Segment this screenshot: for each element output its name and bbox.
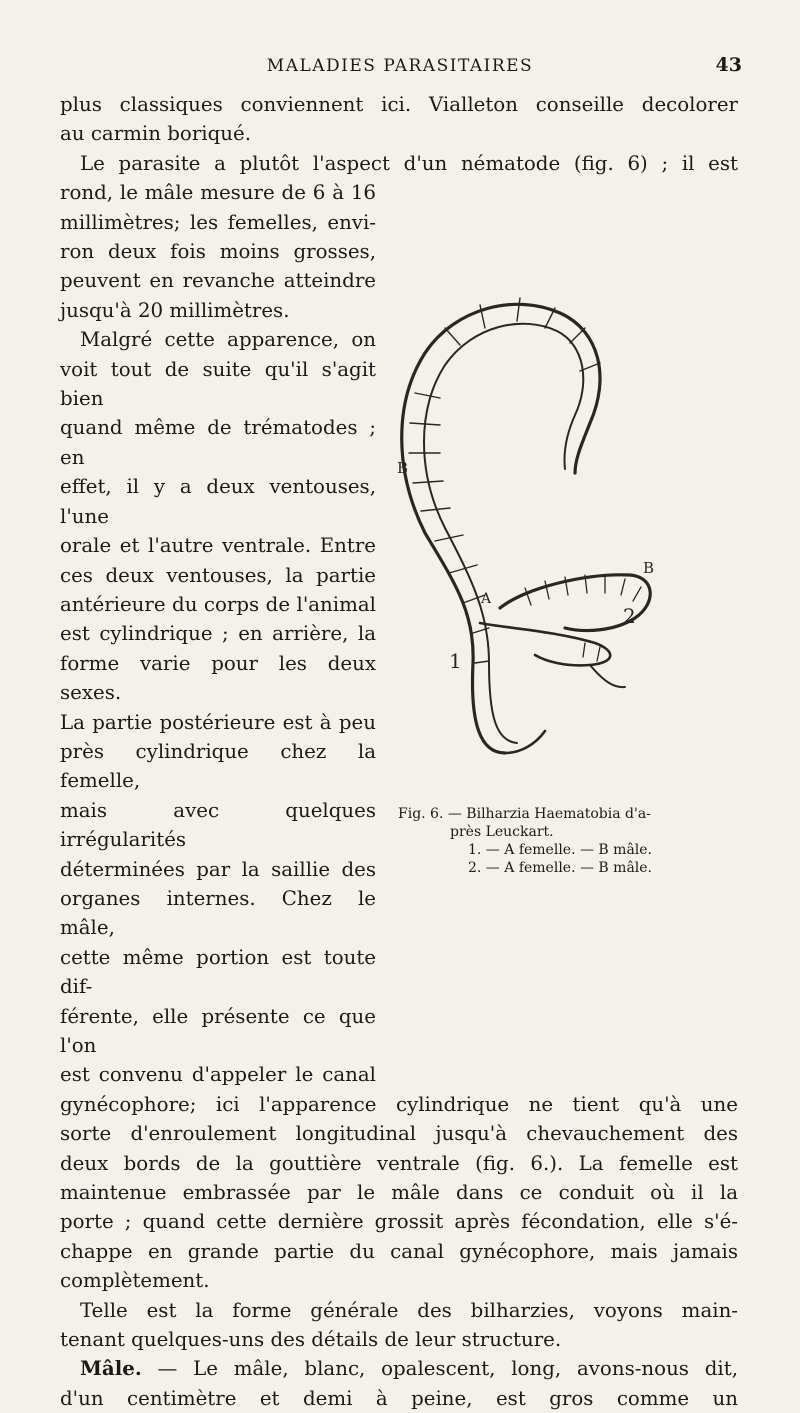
caption-line: près Leuckart.: [450, 824, 554, 840]
text-line: chappe en grande partie du canal gynécophore, mais jamais: [60, 1239, 738, 1263]
text-line: Le parasite a plutôt l'aspect d'un nématode (fig. 6) ; il est: [80, 151, 738, 175]
text-line: au carmin boriqué.: [60, 122, 252, 146]
male-text: — Le mâle, blanc, opalescent, long, avons-nous dit,: [141, 1357, 738, 1381]
figure-1-hatching: [409, 298, 600, 663]
text-line: rond, le mâle mesure de 6 à 16: [60, 181, 376, 205]
text-line: près cylindrique chez la femelle,: [60, 739, 376, 793]
text-line: cette même portion est toute dif-: [60, 945, 376, 999]
figure-1-male-body-inner: [424, 324, 583, 743]
text-line: est convenu d'appeler le canal: [60, 1063, 376, 1087]
male-heading: Mâle.: [80, 1356, 142, 1381]
bilharzia-figure: [385, 283, 660, 783]
text-line: gynécophore; ici l'apparence cylindrique ne tient qu'à une: [60, 1092, 738, 1116]
figure-2-female-tail: [590, 665, 625, 687]
text-line: est cylindrique ; en arrière, la: [60, 622, 376, 646]
text-line: complètement.: [60, 1269, 210, 1293]
caption-line: Fig. 6. — Bilharzia Haematobia d'a-: [398, 806, 651, 822]
figure-number-1: 1: [449, 649, 462, 673]
text-line: porte ; quand cette dernière grossit après fécondation, elle s'é-: [60, 1210, 738, 1234]
text-line: deux bords de la gouttière ventrale (fig. 6.). La femelle est: [60, 1151, 738, 1175]
text-line: antérieure du corps de l'animal: [60, 592, 376, 616]
text-line: forme varie pour les deux sexes.: [60, 651, 376, 705]
page-number: 43: [715, 54, 742, 76]
text-line: mais avec quelques irrégularités: [60, 798, 376, 852]
text-line: sorte d'enroulement longitudinal jusqu'à chevauchement des: [60, 1122, 738, 1146]
text-line: voit tout de suite qu'il s'agit bien: [60, 357, 376, 411]
text-line: organes internes. Chez le mâle,: [60, 886, 376, 940]
text-line: ron deux fois moins grosses,: [60, 240, 376, 264]
figure-number-2: 2: [623, 604, 636, 628]
text-line: déterminées par la saillie des: [60, 857, 376, 881]
running-head: [0, 52, 800, 82]
caption-line: 1. — A femelle. — B mâle.: [468, 842, 653, 858]
text-line: d'un centimètre et demi à peine, est gros comme un: [60, 1386, 738, 1410]
text-line: orale et l'autre ventrale. Entre: [60, 534, 376, 558]
figure-label-B-right: B: [643, 559, 655, 577]
text-line: jusqu'à 20 millimètres.: [60, 298, 290, 322]
text-line: maintenue embrassée par le mâle dans ce conduit où il la: [60, 1181, 738, 1205]
running-title: MALADIES PARASITAIRES: [266, 56, 534, 76]
text-line: peuvent en revanche atteindre: [60, 269, 376, 293]
figure-label-A: A: [481, 591, 492, 607]
figure-caption: [398, 805, 743, 877]
caption-line: 2. — A femelle. — B mâle.: [468, 860, 653, 876]
text-line: Telle est la forme générale des bilharzies, voyons main-: [80, 1298, 738, 1322]
text-line: férente, elle présente ce que l'on: [60, 1004, 376, 1057]
figure-1-male-body-outer: [402, 304, 600, 753]
text-line: La partie postérieure est à peu: [60, 710, 376, 734]
text-line: millimètres; les femelles, envi-: [60, 210, 376, 234]
text-line: quand même de trématodes ; en: [60, 416, 376, 469]
text-line: ces deux ventouses, la partie: [60, 563, 376, 587]
male-paragraph-line: [60, 1354, 738, 1383]
text-line: Malgré cette apparence, on: [80, 328, 376, 352]
text-line: effet, il y a deux ventouses, l'une: [60, 475, 376, 528]
figure-label-B-left: B: [397, 459, 409, 477]
text-line: plus classiques conviennent ici. Vialleton conseille decolorer: [60, 93, 738, 116]
text-line: tenant quelques-uns des détails de leur structure.: [60, 1328, 562, 1352]
